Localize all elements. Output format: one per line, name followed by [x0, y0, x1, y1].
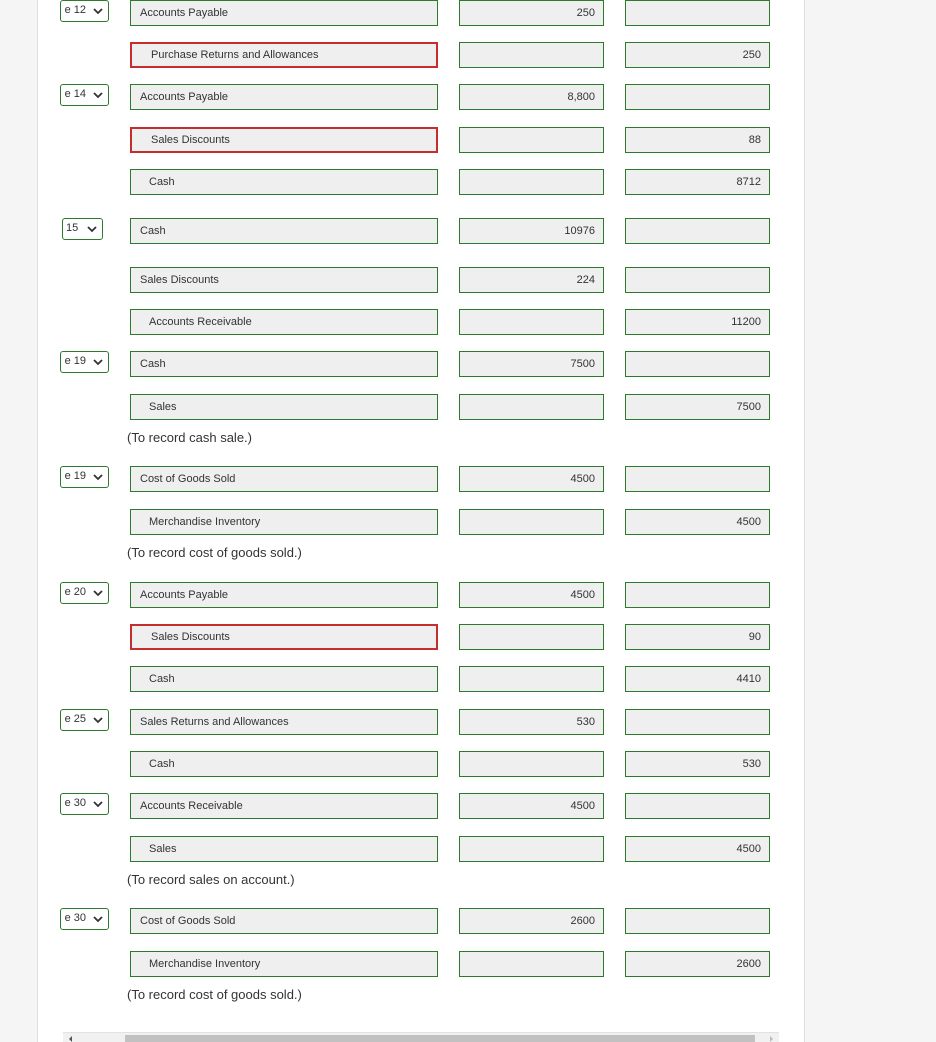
account-field[interactable]: Merchandise Inventory	[130, 951, 438, 977]
entry-explanation: (To record sales on account.)	[127, 872, 295, 887]
horizontal-scrollbar[interactable]	[63, 1032, 779, 1042]
account-field[interactable]: Sales Discounts	[130, 127, 438, 153]
journal-row	[38, 0, 805, 26]
account-field[interactable]: Cash	[130, 218, 438, 244]
journal-row	[38, 666, 805, 692]
account-field[interactable]: Accounts Payable	[130, 0, 438, 26]
credit-amount-field[interactable]: 90	[625, 624, 770, 650]
account-field[interactable]: Cost of Goods Sold	[130, 908, 438, 934]
account-field[interactable]: Cash	[130, 351, 438, 377]
credit-amount-field[interactable]	[625, 582, 770, 608]
journal-row	[38, 84, 805, 110]
journal-row	[38, 624, 805, 650]
journal-row	[38, 309, 805, 335]
journal-row	[38, 42, 805, 68]
credit-amount-field[interactable]: 11200	[625, 309, 770, 335]
debit-amount-field[interactable]	[459, 836, 604, 862]
chevron-down-icon	[92, 88, 104, 102]
scrollbar-thumb[interactable]	[125, 1035, 755, 1042]
debit-amount-field[interactable]	[459, 394, 604, 420]
debit-amount-field[interactable]	[459, 509, 604, 535]
chevron-down-icon	[92, 713, 104, 727]
debit-amount-field[interactable]: 7500	[459, 351, 604, 377]
chevron-down-icon	[92, 912, 104, 926]
chevron-down-icon	[86, 222, 98, 236]
date-select[interactable]	[60, 709, 109, 731]
account-field[interactable]: Accounts Payable	[130, 582, 438, 608]
date-select[interactable]	[60, 84, 109, 106]
journal-row	[38, 169, 805, 195]
entry-explanation: (To record cash sale.)	[127, 430, 252, 445]
arrow-left-icon[interactable]	[67, 1035, 75, 1042]
date-value: 15	[66, 222, 79, 234]
journal-row	[38, 394, 805, 420]
date-value: e 20	[64, 586, 86, 598]
date-value: e 30	[64, 797, 86, 809]
journal-panel	[37, 0, 805, 1042]
credit-amount-field[interactable]: 4500	[625, 509, 770, 535]
credit-amount-field[interactable]	[625, 0, 770, 26]
debit-amount-field[interactable]	[459, 169, 604, 195]
account-field[interactable]: Sales	[130, 836, 438, 862]
credit-amount-field[interactable]	[625, 709, 770, 735]
date-select[interactable]	[60, 908, 109, 930]
account-field[interactable]: Merchandise Inventory	[130, 509, 438, 535]
account-field[interactable]: Cash	[130, 169, 438, 195]
debit-amount-field[interactable]	[459, 624, 604, 650]
debit-amount-field[interactable]	[459, 751, 604, 777]
credit-amount-field[interactable]: 7500	[625, 394, 770, 420]
journal-row	[38, 836, 805, 862]
account-field[interactable]: Cash	[130, 751, 438, 777]
debit-amount-field[interactable]	[459, 127, 604, 153]
date-value: e 12	[64, 4, 86, 16]
account-field[interactable]: Cash	[130, 666, 438, 692]
date-value: e 30	[64, 912, 86, 924]
debit-amount-field[interactable]	[459, 951, 604, 977]
account-field[interactable]: Sales	[130, 394, 438, 420]
credit-amount-field[interactable]	[625, 466, 770, 492]
chevron-down-icon	[92, 355, 104, 369]
credit-amount-field[interactable]: 530	[625, 751, 770, 777]
entry-explanation: (To record cost of goods sold.)	[127, 545, 302, 560]
credit-amount-field[interactable]	[625, 351, 770, 377]
chevron-down-icon	[92, 4, 104, 18]
arrow-right-icon[interactable]	[767, 1035, 775, 1042]
journal-row	[38, 267, 805, 293]
chevron-down-icon	[92, 470, 104, 484]
debit-amount-field[interactable]: 8,800	[459, 84, 604, 110]
credit-amount-field[interactable]	[625, 908, 770, 934]
journal-row	[38, 908, 805, 934]
account-field[interactable]: Sales Discounts	[130, 267, 438, 293]
credit-amount-field[interactable]: 250	[625, 42, 770, 68]
date-value: e 14	[64, 88, 86, 100]
journal-row	[38, 466, 805, 492]
debit-amount-field[interactable]: 224	[459, 267, 604, 293]
date-value: e 25	[64, 713, 86, 725]
account-field[interactable]: Cost of Goods Sold	[130, 466, 438, 492]
credit-amount-field[interactable]: 4500	[625, 836, 770, 862]
entry-explanation: (To record cost of goods sold.)	[127, 987, 302, 1002]
account-field[interactable]: Accounts Receivable	[130, 793, 438, 819]
account-field[interactable]: Sales Discounts	[130, 624, 438, 650]
debit-amount-field[interactable]	[459, 42, 604, 68]
journal-row	[38, 793, 805, 819]
debit-amount-field[interactable]	[459, 309, 604, 335]
credit-amount-field[interactable]: 8712	[625, 169, 770, 195]
date-select[interactable]	[62, 218, 103, 240]
journal-row	[38, 751, 805, 777]
debit-amount-field[interactable]: 4500	[459, 466, 604, 492]
chevron-down-icon	[92, 586, 104, 600]
debit-amount-field[interactable]: 10976	[459, 218, 604, 244]
credit-amount-field[interactable]: 88	[625, 127, 770, 153]
credit-amount-field[interactable]	[625, 84, 770, 110]
credit-amount-field[interactable]: 2600	[625, 951, 770, 977]
credit-amount-field[interactable]: 4410	[625, 666, 770, 692]
journal-row	[38, 218, 805, 244]
date-select[interactable]	[60, 0, 109, 22]
debit-amount-field[interactable]: 2600	[459, 908, 604, 934]
journal-row	[38, 709, 805, 735]
date-select[interactable]	[60, 351, 109, 373]
credit-amount-field[interactable]	[625, 267, 770, 293]
date-value: e 19	[64, 470, 86, 482]
debit-amount-field[interactable]: 4500	[459, 582, 604, 608]
credit-amount-field[interactable]	[625, 793, 770, 819]
debit-amount-field[interactable]: 530	[459, 709, 604, 735]
chevron-down-icon	[92, 797, 104, 811]
journal-row	[38, 127, 805, 153]
account-field[interactable]: Accounts Payable	[130, 84, 438, 110]
journal-row	[38, 351, 805, 377]
journal-row	[38, 509, 805, 535]
date-select[interactable]	[60, 793, 109, 815]
debit-amount-field[interactable]: 4500	[459, 793, 604, 819]
account-field[interactable]: Accounts Receivable	[130, 309, 438, 335]
journal-row	[38, 582, 805, 608]
account-field[interactable]: Purchase Returns and Allowances	[130, 42, 438, 68]
debit-amount-field[interactable]: 250	[459, 0, 604, 26]
journal-row	[38, 951, 805, 977]
debit-amount-field[interactable]	[459, 666, 604, 692]
journal-entries	[38, 0, 805, 1042]
credit-amount-field[interactable]	[625, 218, 770, 244]
date-select[interactable]	[60, 582, 109, 604]
date-value: e 19	[64, 355, 86, 367]
date-select[interactable]	[60, 466, 109, 488]
account-field[interactable]: Sales Returns and Allowances	[130, 709, 438, 735]
